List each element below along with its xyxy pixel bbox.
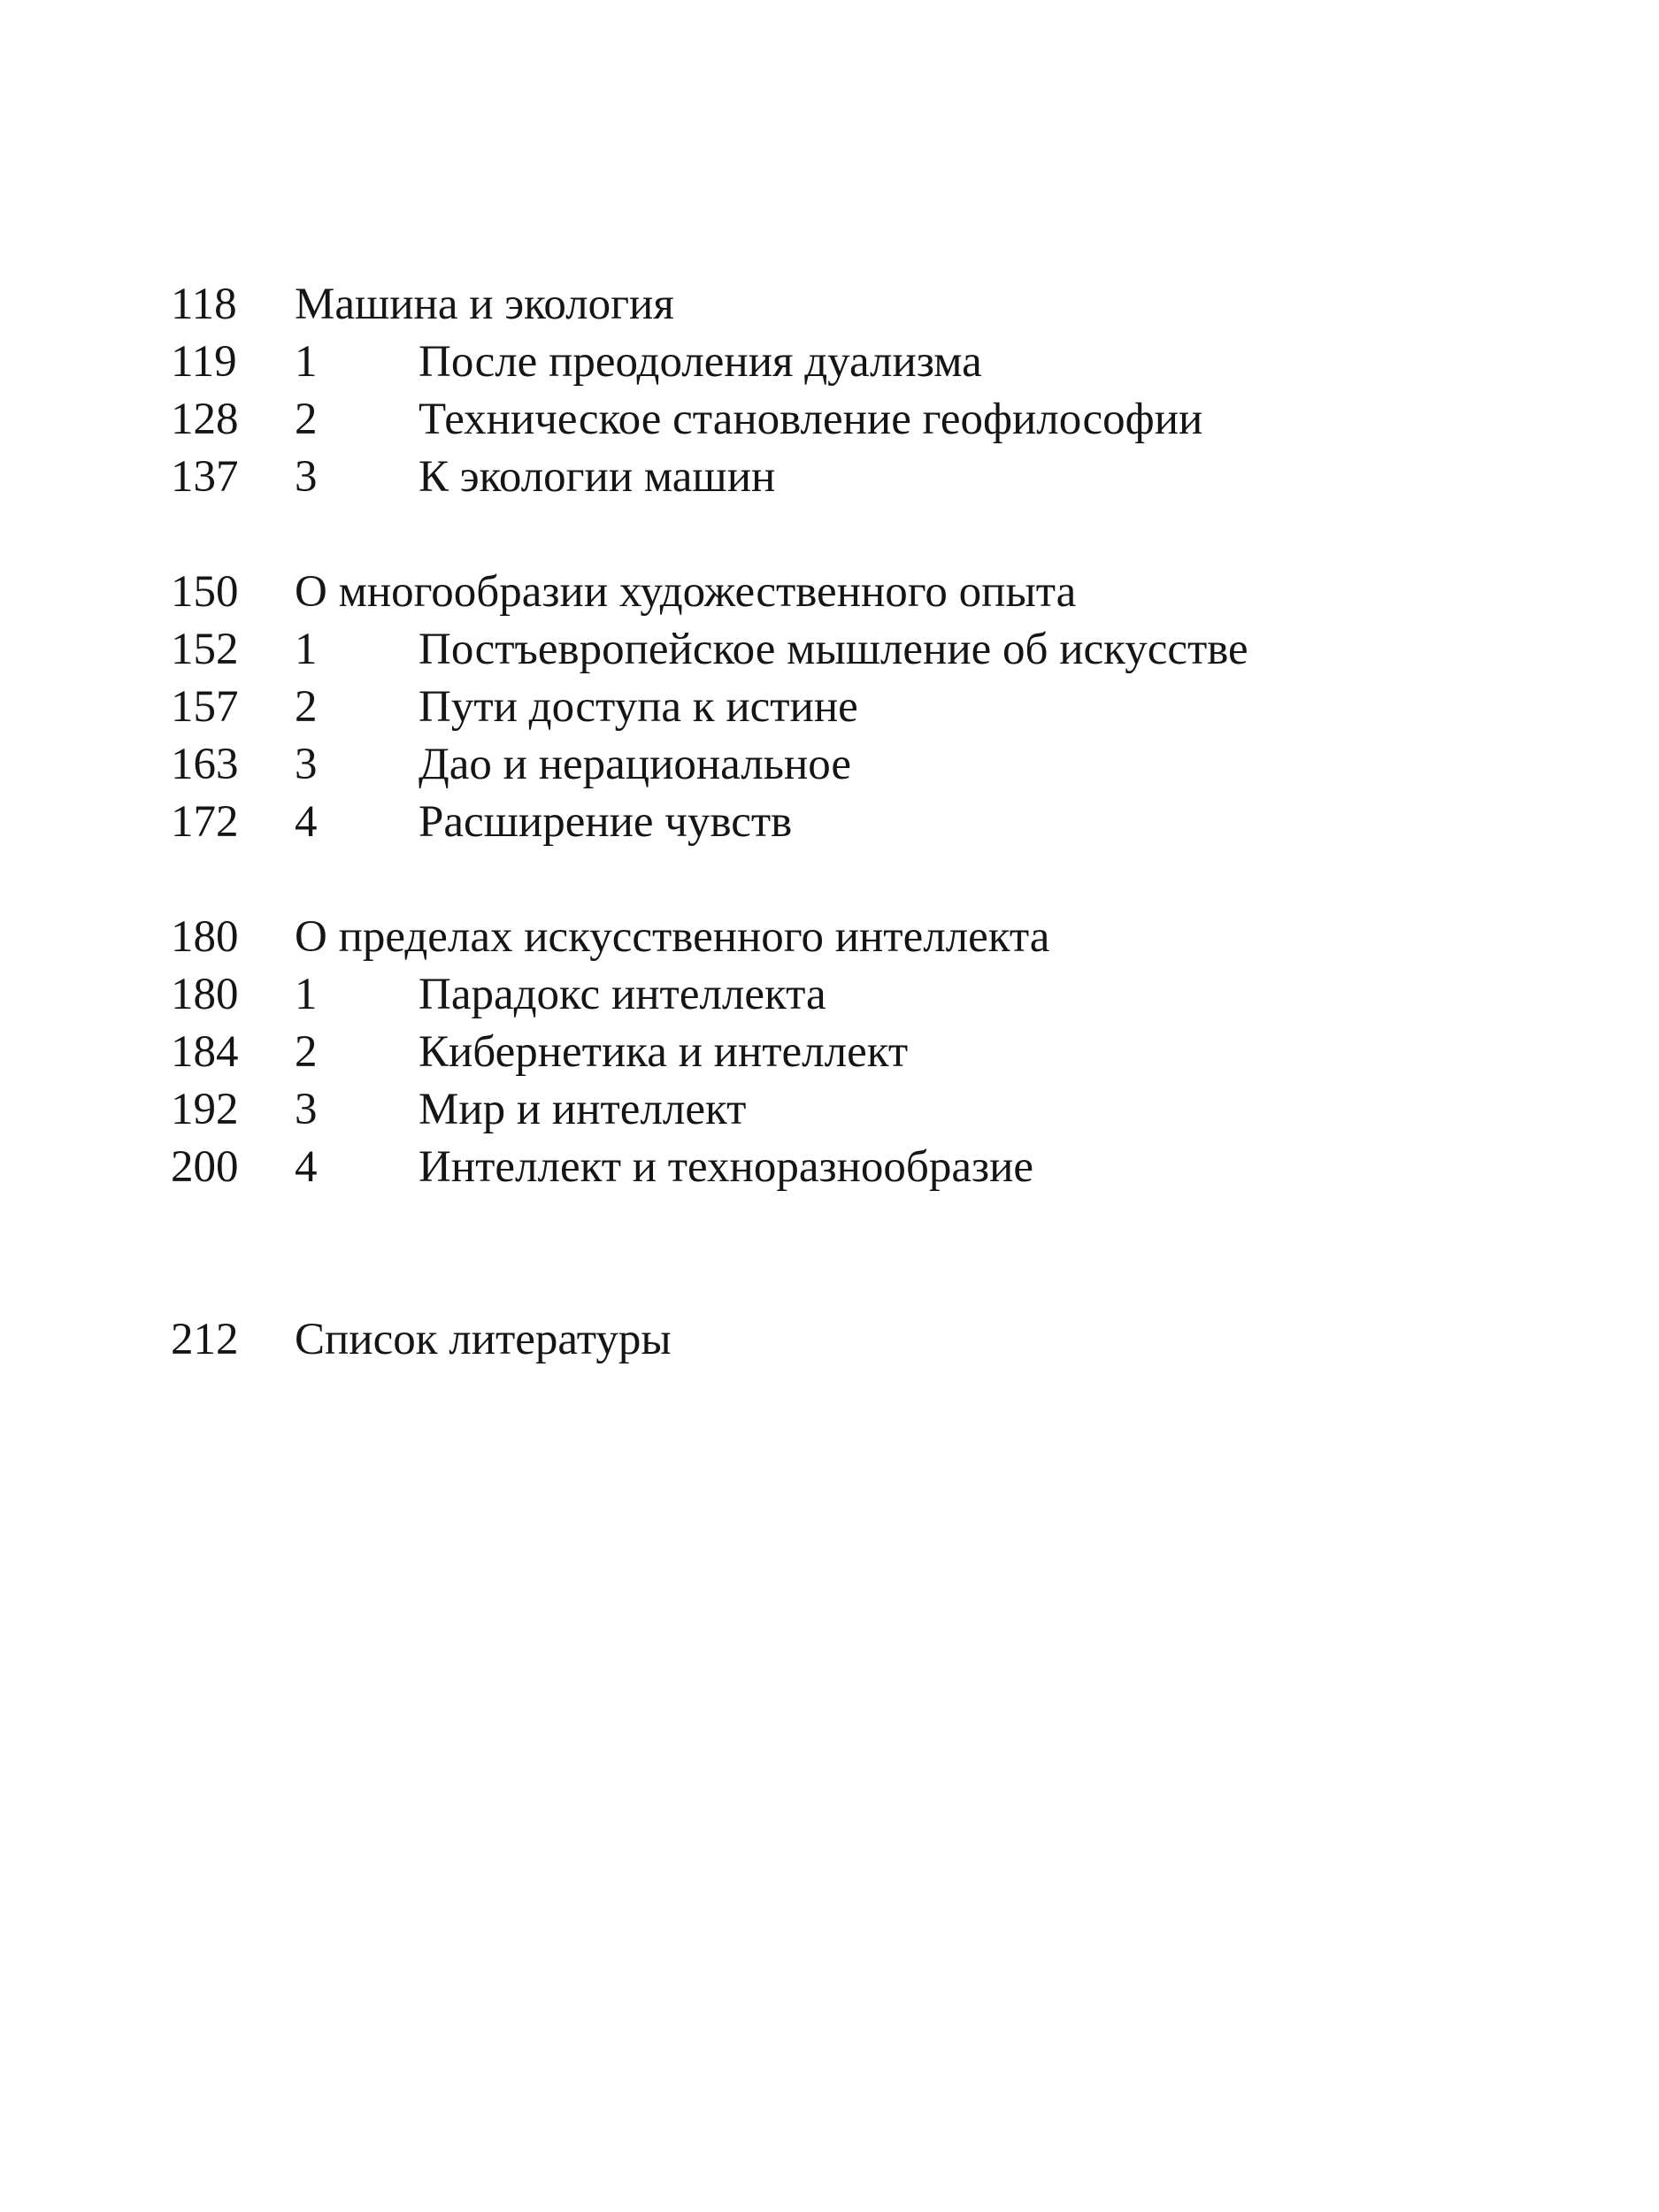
toc-page-number: 172: [171, 797, 239, 847]
toc-section-row: [171, 276, 1571, 334]
toc-entry-number: 3: [295, 452, 318, 502]
toc-entry-row: [171, 1024, 1571, 1081]
toc-entry-number: 2: [295, 395, 318, 444]
toc-entry-number: 2: [295, 1027, 318, 1077]
section-gap-large: [171, 1196, 1571, 1311]
toc-entry-number: 1: [295, 625, 318, 674]
table-of-contents: [171, 276, 1571, 1369]
toc-entry-row: [171, 794, 1571, 851]
toc-entry-number: 4: [295, 797, 318, 847]
toc-entry-title: Дао и нерациональное: [419, 740, 852, 789]
toc-page-number: 212: [171, 1315, 239, 1364]
toc-page-number: 118: [171, 280, 237, 329]
toc-entry-title: Пути доступа к истине: [419, 682, 858, 732]
toc-entry-number: 3: [295, 1085, 318, 1134]
toc-entry-row: [171, 736, 1571, 794]
toc-bibliography-row: [171, 1311, 1571, 1369]
toc-entry-title: Расширение чувств: [419, 797, 793, 847]
toc-entry-row: [171, 1081, 1571, 1139]
toc-section-row: [171, 909, 1571, 966]
toc-page-number: 192: [171, 1085, 239, 1134]
toc-entry-title: Техническое становление геофилософии: [419, 395, 1203, 444]
toc-page-number: 152: [171, 625, 239, 674]
toc-section-title: О многообразии художественного опыта: [295, 567, 1077, 617]
toc-entry-row: [171, 334, 1571, 391]
toc-entry-number: 1: [295, 337, 318, 387]
toc-page-number: 157: [171, 682, 239, 732]
toc-entry-row: [171, 621, 1571, 679]
toc-entry-row: [171, 1139, 1571, 1196]
toc-page-number: 128: [171, 395, 239, 444]
toc-entry-number: 4: [295, 1142, 318, 1192]
toc-entry-title: После преодоления дуализма: [419, 337, 982, 387]
toc-section-title: Машина и экология: [295, 280, 674, 329]
toc-entry-row: [171, 449, 1571, 506]
toc-bibliography-title: Список литературы: [295, 1315, 672, 1364]
toc-entry-title: Интеллект и техноразнообразие: [419, 1142, 1034, 1192]
toc-page-number: 200: [171, 1142, 239, 1192]
toc-page-number: 180: [171, 912, 239, 962]
toc-entry-title: Постъевропейское мышление об искусстве: [419, 625, 1248, 674]
toc-entry-title: Кибернетика и интеллект: [419, 1027, 909, 1077]
toc-page-number: 163: [171, 740, 239, 789]
toc-page-number: 137: [171, 452, 239, 502]
toc-entry-title: К экологии машин: [419, 452, 776, 502]
toc-section-title: О пределах искусственного интеллекта: [295, 912, 1050, 962]
toc-page-number: 150: [171, 567, 239, 617]
toc-section-row: [171, 564, 1571, 621]
toc-page-number: 119: [171, 337, 237, 387]
toc-entry-number: 2: [295, 682, 318, 732]
toc-entry-row: [171, 391, 1571, 449]
toc-entry-title: Парадокс интеллекта: [419, 970, 826, 1019]
toc-entry-row: [171, 966, 1571, 1024]
section-gap: [171, 506, 1571, 564]
toc-entry-title: Мир и интеллект: [419, 1085, 747, 1134]
toc-page-number: 180: [171, 970, 239, 1019]
toc-entry-row: [171, 679, 1571, 736]
toc-page-number: 184: [171, 1027, 239, 1077]
toc-entry-number: 1: [295, 970, 318, 1019]
section-gap: [171, 851, 1571, 909]
toc-entry-number: 3: [295, 740, 318, 789]
